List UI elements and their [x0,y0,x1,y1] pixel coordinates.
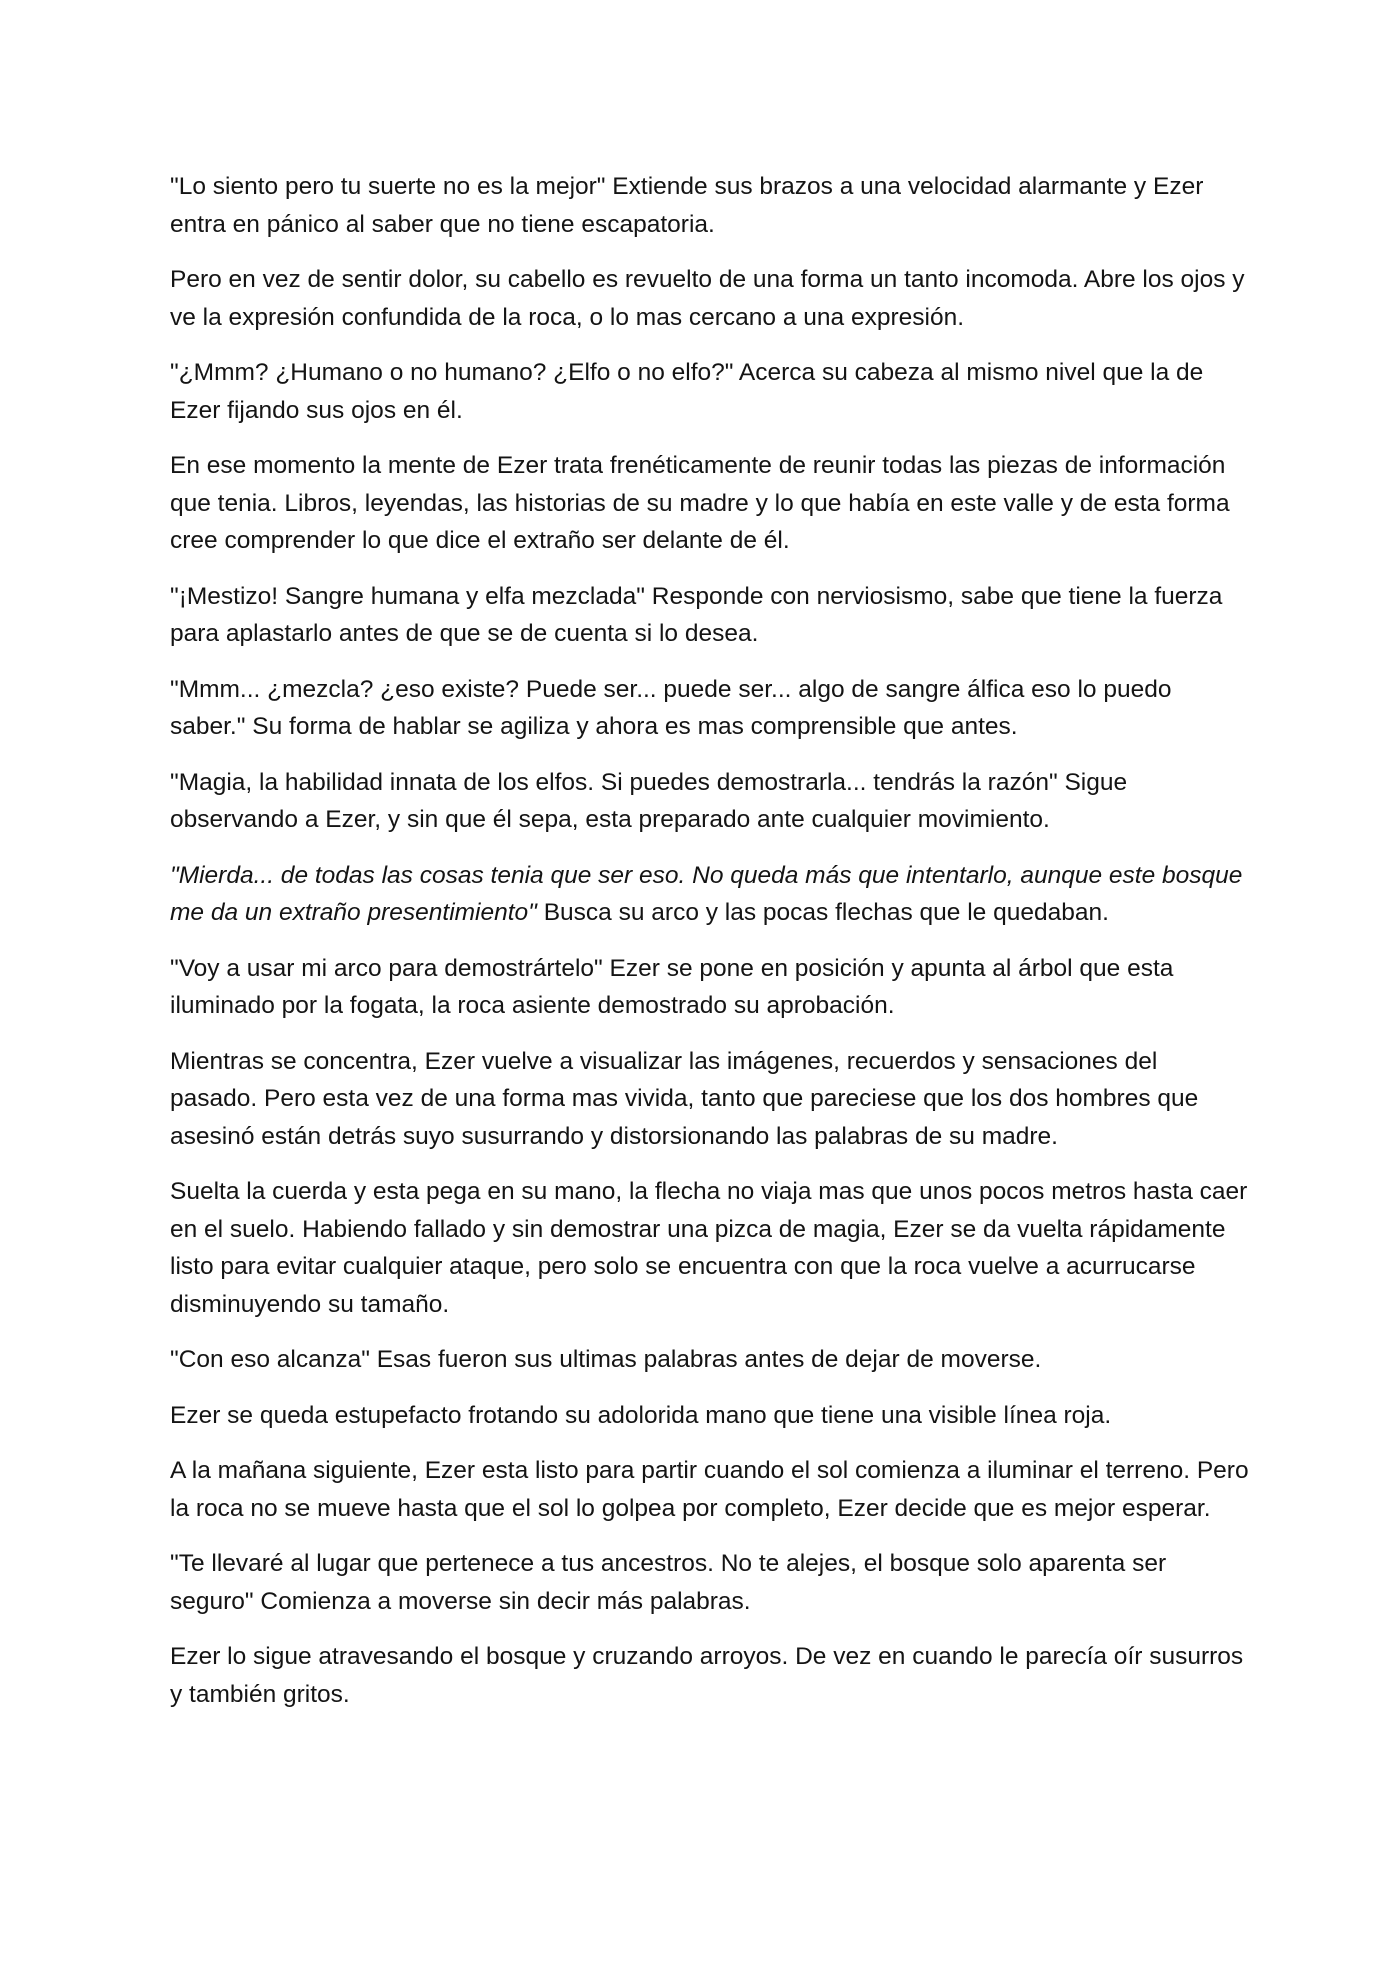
paragraph [170,950,1250,1025]
paragraph [170,764,1250,839]
paragraph-text: Suelta la cuerda y esta pega en su mano, la flecha no viaja mas que unos pocos metros hasta caer en el suelo. Habiendo fallado y sin demostrar una pizca de magia, Ezer se da vuelta rápidamente listo para evitar cualquier ataque, pero solo se encuentra con que la roca vuelve a acurrucarse disminuyendo su tamaño. [170,1178,1248,1318]
paragraph [170,1638,1250,1713]
paragraph-text: "¿Mmm? ¿Humano o no humano? ¿Elfo o no elfo?" Acerca su cabeza al mismo nivel que la de Ezer fijando sus ojos en él. [170,359,1204,424]
paragraph [170,1397,1250,1435]
paragraph-text: "Con eso alcanza" Esas fueron sus ultimas palabras antes de dejar de moverse. [170,1346,1042,1373]
paragraph-text: A la mañana siguiente, Ezer esta listo para partir cuando el sol comienza a iluminar el terreno. Pero la roca no se mueve hasta que el sol lo golpea por completo, Ezer decide que es mejor esperar. [170,1457,1249,1522]
paragraph [170,1452,1250,1527]
paragraph-text: En ese momento la mente de Ezer trata frenéticamente de reunir todas las piezas de información que tenia. Libros, leyendas, las historias de su madre y lo que había en este valle y de esta forma cree comprender lo que dice el extraño ser delante de él. [170,452,1230,554]
paragraph [170,261,1250,336]
paragraph-text: "Magia, la habilidad innata de los elfos. Si puedes demostrarla... tendrás la razón" Sigue observando a Ezer, y sin que él sepa, esta preparado ante cualquier movimiento. [170,768,1128,833]
paragraph [170,1173,1250,1323]
paragraph [170,354,1250,429]
paragraph-text: "Lo siento pero tu suerte no es la mejor" Extiende sus brazos a una velocidad alarmante y Ezer entra en pánico al saber que no tiene escapatoria. [170,173,1204,238]
paragraph [170,1545,1250,1620]
paragraph-text: "Mmm... ¿mezcla? ¿eso existe? Puede ser... puede ser... algo de sangre álfica eso lo puedo saber." Su forma de hablar se agiliza y ahora es mas comprensible que antes. [170,675,1172,740]
paragraph [170,671,1250,746]
paragraph-text: Busca su arco y las pocas flechas que le quedaban. [536,899,1109,926]
paragraph-text: "Voy a usar mi arco para demostrártelo" Ezer se pone en posición y apunta al árbol que esta iluminado por la fogata, la roca asiente demostrado su aprobación. [170,954,1174,1019]
paragraph-text: "¡Mestizo! Sangre humana y elfa mezclada" Responde con nerviosismo, sabe que tiene la fuerza para aplastarlo antes de que se de cuenta si lo desea. [170,582,1223,647]
paragraph-text: Ezer lo sigue atravesando el bosque y cruzando arroyos. De vez en cuando le parecía oír susurros y también gritos. [170,1643,1244,1708]
paragraph [170,1043,1250,1156]
paragraph [170,1341,1250,1379]
paragraph-text: Ezer se queda estupefacto frotando su adolorida mano que tiene una visible línea roja. [170,1401,1112,1429]
paragraph [170,168,1250,243]
paragraph-text: Pero en vez de sentir dolor, su cabello es revuelto de una forma un tanto incomoda. Abre los ojos y ve la expresión confundida de la roca, o lo mas cercano a una expresión. [170,266,1245,331]
paragraph [170,447,1250,560]
paragraph [170,857,1250,932]
paragraph-text: "Te llevaré al lugar que pertenece a tus ancestros. No te alejes, el bosque solo aparenta ser seguro" Comienza a moverse sin decir más palabras. [170,1550,1167,1615]
paragraph [170,578,1250,653]
body-text [170,168,1250,1731]
thought-text: "Mierda... de todas las cosas tenia que ser eso. No queda más que intentarlo, aunque este bosque me da un extraño presentimiento" [170,861,1243,926]
paragraph-text: Mientras se concentra, Ezer vuelve a visualizar las imágenes, recuerdos y sensaciones del pasado. Pero esta vez de una forma mas vivida, tanto que pareciese que los dos hombres que asesinó están detrás suyo susurrando y distorsionando las palabras de su madre. [170,1047,1199,1150]
